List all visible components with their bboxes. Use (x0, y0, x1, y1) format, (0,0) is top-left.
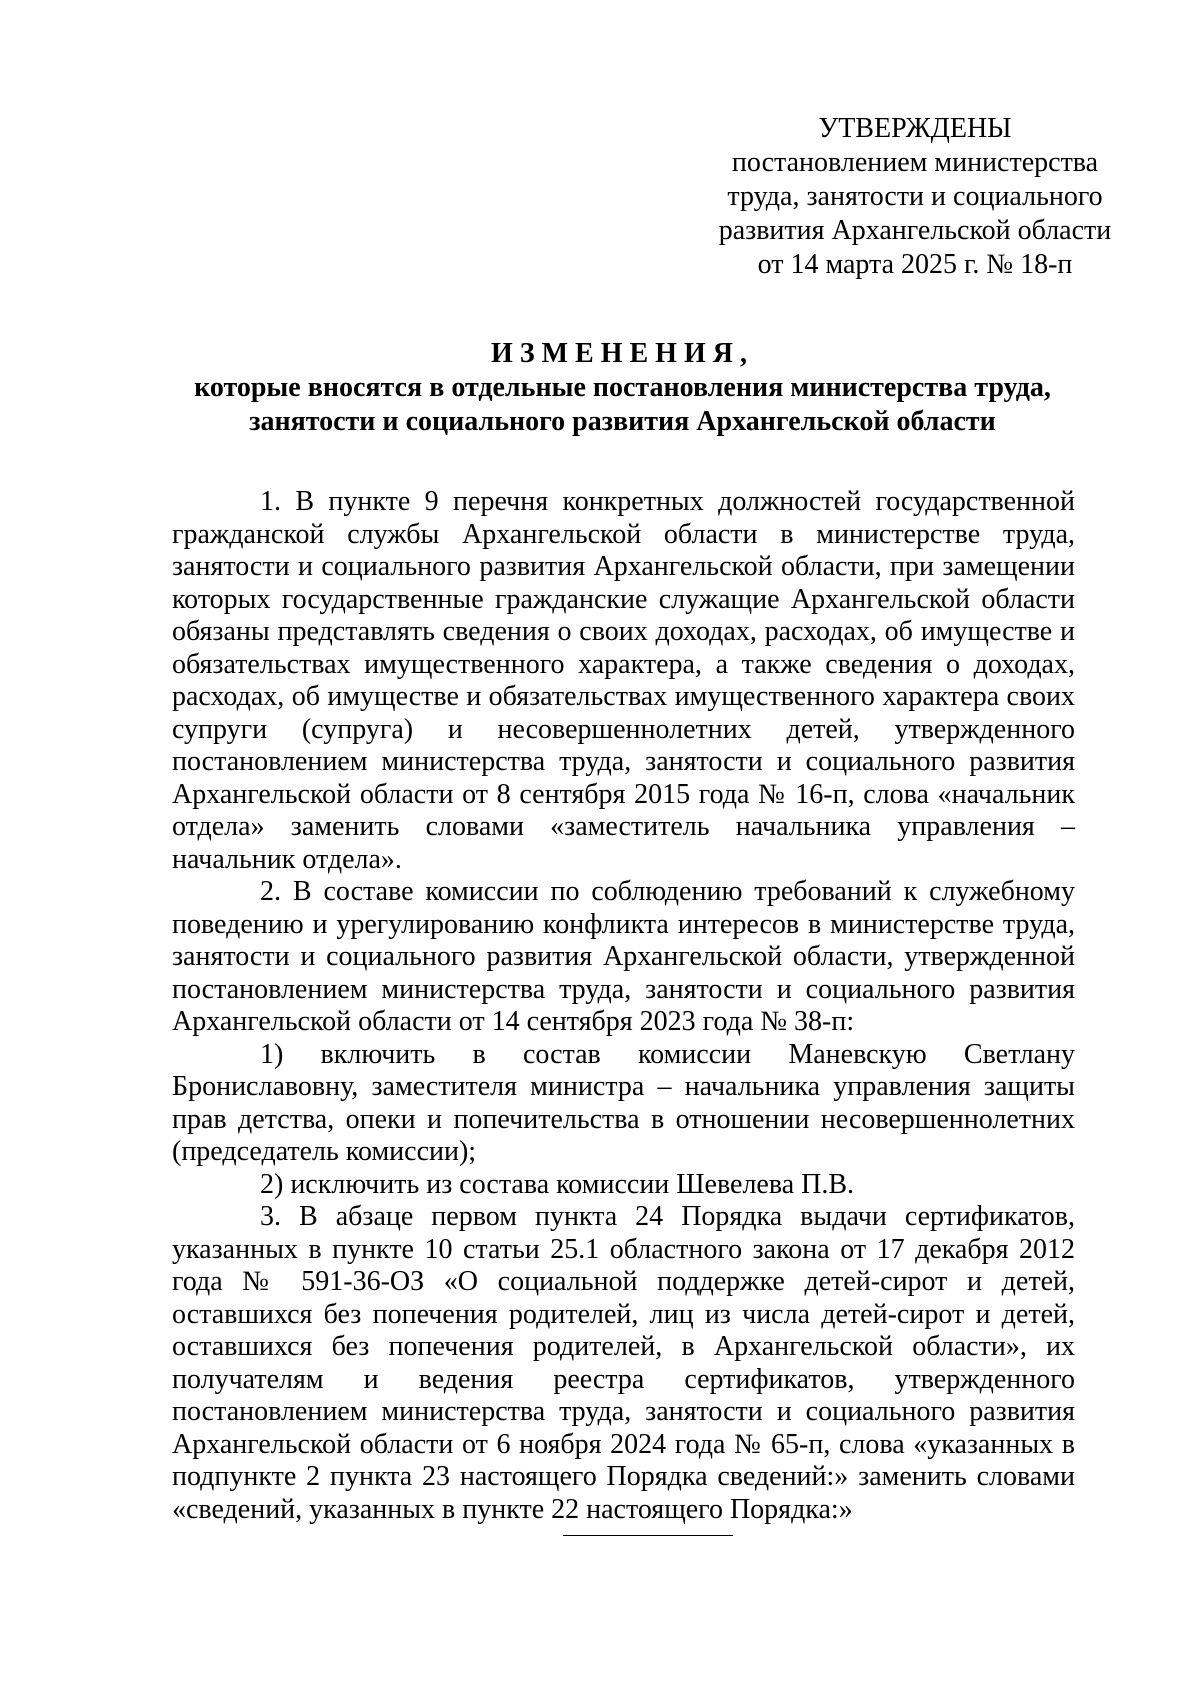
title-subtitle-line: занятости и социального развития Архангельской области (249, 406, 996, 437)
paragraph-item-1: 1. В пункте 9 перечня конкретных должностей государственной гражданской службы Архангельской области в министерстве труда, занятости и социального развития Архангельской области, при замещении которых государственные гражданские служащие Архангельской области обязаны представлять сведения о своих доходах, расходах, об имуществе и обязательствах имущественного характера, а также сведения о доходах, расходах, об имуществе и обязательствах имущественного характера своих супруги (супруга) и несовершеннолетних детей, утвержденного постановлением министерства труда, занятости и социального развития Архангельской области от 8 сентября 2015 года № 16-п, слова «начальник отдела» заменить словами «заместитель начальника управления – начальник отдела». (172, 486, 1075, 875)
document-body (172, 486, 1075, 1526)
approval-line: труда, занятости и социального (727, 181, 1103, 212)
approval-date-number: от 14 марта 2025 г. № 18-п (757, 249, 1073, 280)
subparagraph-2: 2) исключить из состава комиссии Шевелева П.В. (260, 1168, 855, 1200)
approval-heading: УТВЕРЖДЕНЫ (818, 113, 1012, 144)
end-divider (563, 1535, 733, 1536)
approval-stamp (700, 112, 1130, 282)
approval-line: развития Архангельской области (718, 215, 1112, 246)
subparagraph-1: 1) включить в состав комиссии Маневскую Светлану Брониславовну, заместителя министра – начальника управления защиты прав детства, опеки и попечительства в отношении несовершеннолетних (председатель комиссии); (172, 1038, 1075, 1167)
paragraph-item-3: 3. В абзаце первом пункта 24 Порядка выдачи сертификатов, указанных в пункте 10 статьи 25.1 областного закона от 17 декабря 2012 года № 591-36-ОЗ «О социальной поддержке детей-сирот и детей, оставшихся без попечения родителей, лиц из числа детей-сирот и детей, оставшихся без попечения родителей, в Архангельской области», их получателям и ведения реестра сертификатов, утвержденного постановлением министерства труда, занятости и социального развития Архангельской области от 6 ноября 2024 года № 65-п, слова «указанных в подпункте 2 пункта 23 настоящего Порядка сведений:» заменить словами «сведений, указанных в пункте 22 настоящего Порядка:» (172, 1201, 1075, 1525)
approval-line: постановлением министерства (731, 147, 1099, 178)
title-heading: ИЗМЕНЕНИЯ, (491, 338, 754, 369)
paragraph-item-2: 2. В составе комиссии по соблюдению требований к служебному поведению и урегулированию конфликта интересов в министерстве труда, занятости и социального развития Архангельской области, утвержденной постановлением министерства труда, занятости и социального развития Архангельской области от 14 сентября 2023 года № 38-п: (172, 876, 1075, 1037)
document-title (170, 337, 1075, 439)
title-subtitle-line: которые вносятся в отдельные постановления министерства труда, (194, 372, 1051, 403)
